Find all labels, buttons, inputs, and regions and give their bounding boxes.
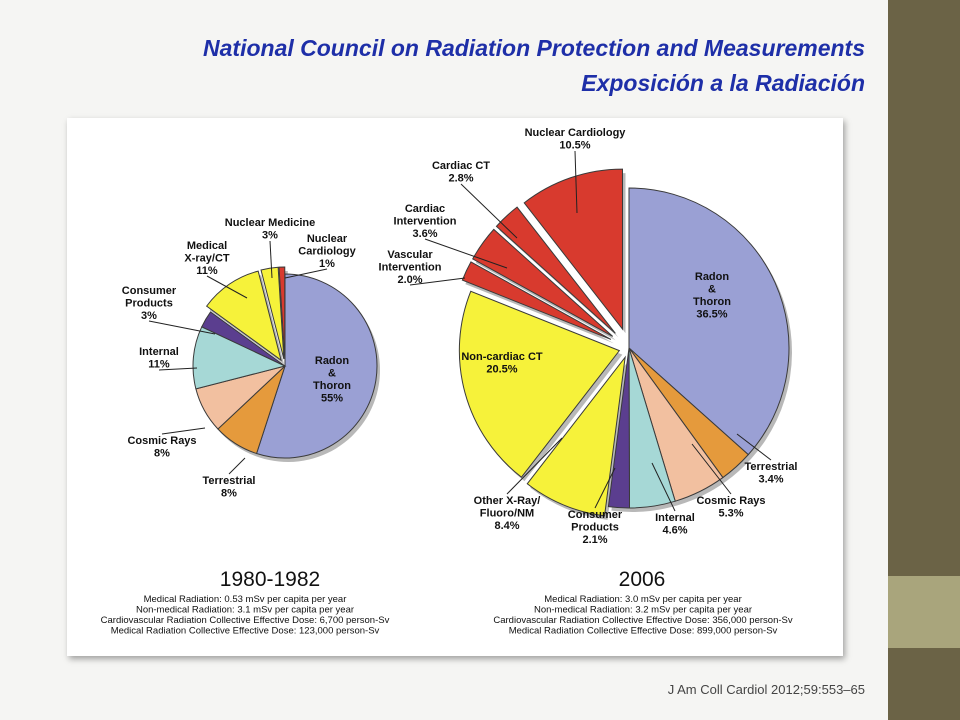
pie-slices (193, 267, 377, 458)
slice-label: Radon & Thoron 36.5% (693, 271, 731, 321)
slice-label: Internal 11% (139, 346, 179, 371)
slice-label: Terrestrial 8% (202, 475, 256, 500)
chart-note: Medical Radiation Collective Effective Dose: 899,000 person-Sv (508, 625, 778, 637)
pie-chart-2 (379, 127, 798, 637)
slice-label: Medical X-ray/CT 11% (184, 240, 230, 277)
pie-chart-1 (101, 217, 390, 637)
slice-label: Cosmic Rays 5.3% (696, 495, 766, 520)
slice-label: Nuclear Cardiology 10.5% (524, 127, 626, 152)
side-decor-accent (888, 576, 960, 648)
slide-subtitle: Exposición a la Radiación (581, 70, 865, 96)
slice-label: Radon & Thoron 55% (313, 355, 351, 405)
slice-label: Internal 4.6% (655, 512, 695, 537)
slice-label: Cosmic Rays 8% (127, 435, 197, 460)
leader-line (229, 458, 245, 474)
slice-label: Consumer Products 3% (121, 285, 177, 322)
slice-label: Terrestrial 3.4% (744, 461, 798, 486)
slice-label: Consumer Products 2.1% (567, 509, 623, 546)
slice-label: Non-cardiac CT 20.5% (461, 351, 543, 376)
slice-label: Vascular Intervention 2.0% (378, 249, 442, 286)
chart-note: Cardiovascular Radiation Collective Effective Dose: 6,700 person-Sv (100, 615, 390, 626)
chart-note: Cardiovascular Radiation Collective Effective Dose: 356,000 person-Sv (493, 615, 793, 626)
pie-charts-figure (67, 118, 843, 656)
chart-note: Medical Radiation: 0.53 mSv per capita per year (143, 594, 347, 605)
slice-label: Cardiac Intervention 3.6% (393, 203, 457, 240)
leader-line (461, 184, 517, 238)
leader-line (162, 428, 205, 434)
slice-label: Nuclear Cardiology 1% (298, 233, 356, 270)
slice-label: Cardiac CT 2.8% (431, 160, 491, 185)
chart-note: Non-medical Radiation: 3.1 mSv per capita per year (135, 604, 355, 616)
slice-label: Nuclear Medicine 3% (224, 217, 316, 242)
slice-label: Other X-Ray/ Fluoro/NM 8.4% (473, 495, 541, 532)
pie-charts-svg (67, 118, 843, 656)
chart-title: 1980-1982 (219, 568, 321, 591)
citation: J Am Coll Cardiol 2012;59:553–65 (667, 682, 865, 697)
slide-title: National Council on Radiation Protection and Measurements (203, 35, 865, 61)
chart-title: 2006 (618, 568, 666, 591)
chart-note: Non-medical Radiation: 3.2 mSv per capita per year (533, 604, 753, 616)
chart-note: Medical Radiation Collective Effective Dose: 123,000 person-Sv (110, 625, 380, 637)
chart-note: Medical Radiation: 3.0 mSv per capita per year (544, 594, 742, 605)
